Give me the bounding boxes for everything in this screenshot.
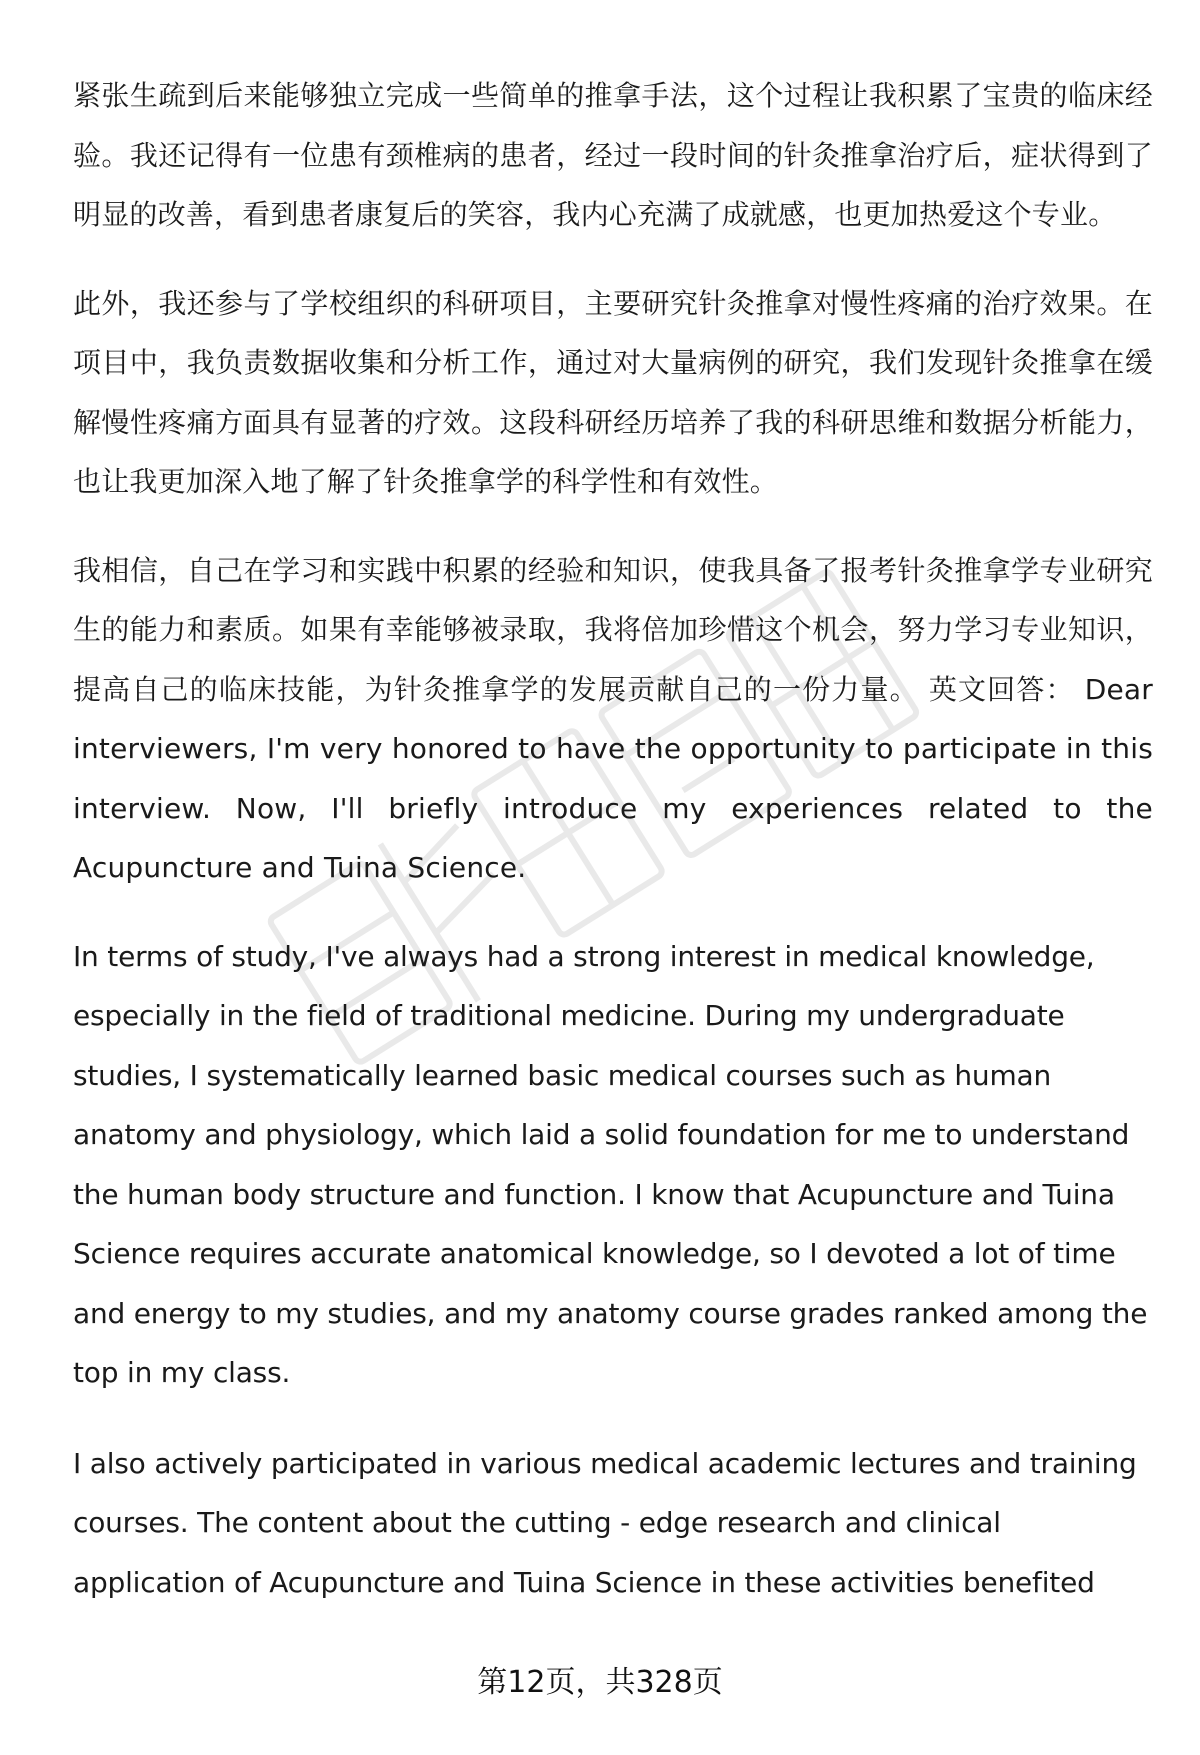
paragraph-research-project: 此外，我还参与了学校组织的科研项目，主要研究针灸推拿对慢性疼痛的治疗效果。在项目中，我负责数据收集和分析工作，通过对大量病例的研究，我们发现针灸推拿在缓解慢性疼痛方面具有显著的疗效。这段科研经历培养了我的科研思维和数据分析能力，也让我更加深入地了解了针灸推拿学的科学性和有效性。 [73,286,1153,498]
paragraph-clinical-experience: 紧张生疏到后来能够独立完成一些简单的推拿手法，这个过程让我积累了宝贵的临床经验。我还记得有一位患有颈椎病的患者，经过一段时间的针灸推拿治疗后，症状得到了明显的改善，看到患者康复后的笑容，我内心充满了成就感，也更加热爱这个专业。 [73,79,1153,231]
paragraph-lectures-training: I also actively participated in various medical academic lectures and training courses. The content about the cutting - edge research and clinical application of Acupuncture and Tuina Science in these activities benefited [73,1446,1137,1599]
paragraph-conclusion-english-intro: 我相信，自己在学习和实践中积累的经验和知识，使我具备了报考针灸推拿学专业研究生的能力和素质。如果有幸能够被录取，我将倍加珍惜这个机会，努力学习专业知识，提高自己的临床技能，为针灸推拿学的发展贡献自己的一份力量。 英文回答： Dear interviewers, I'm very honored to have the opportunity to participate in this interview. Now, I'll briefly introduce my experiences related to the Acupuncture and Tuina Science. [73,553,1153,884]
paragraph-study-background: In terms of study, I've always had a strong interest in medical knowledge, especially in the field of traditional medicine. During my undergraduate studies, I systematically learned basic medical courses such as human anatomy and physiology, which laid a solid foundation for me to understand the human body structure and function. I know that Acupuncture and Tuina Science requires accurate anatomical knowledge, so I devoted a lot of time and energy to my studies, and my anatomy course grades ranked among the top in my class. [73,939,1148,1389]
document-body [73,66,1153,1612]
page-number: 第12页，共328页 [477,1665,723,1700]
